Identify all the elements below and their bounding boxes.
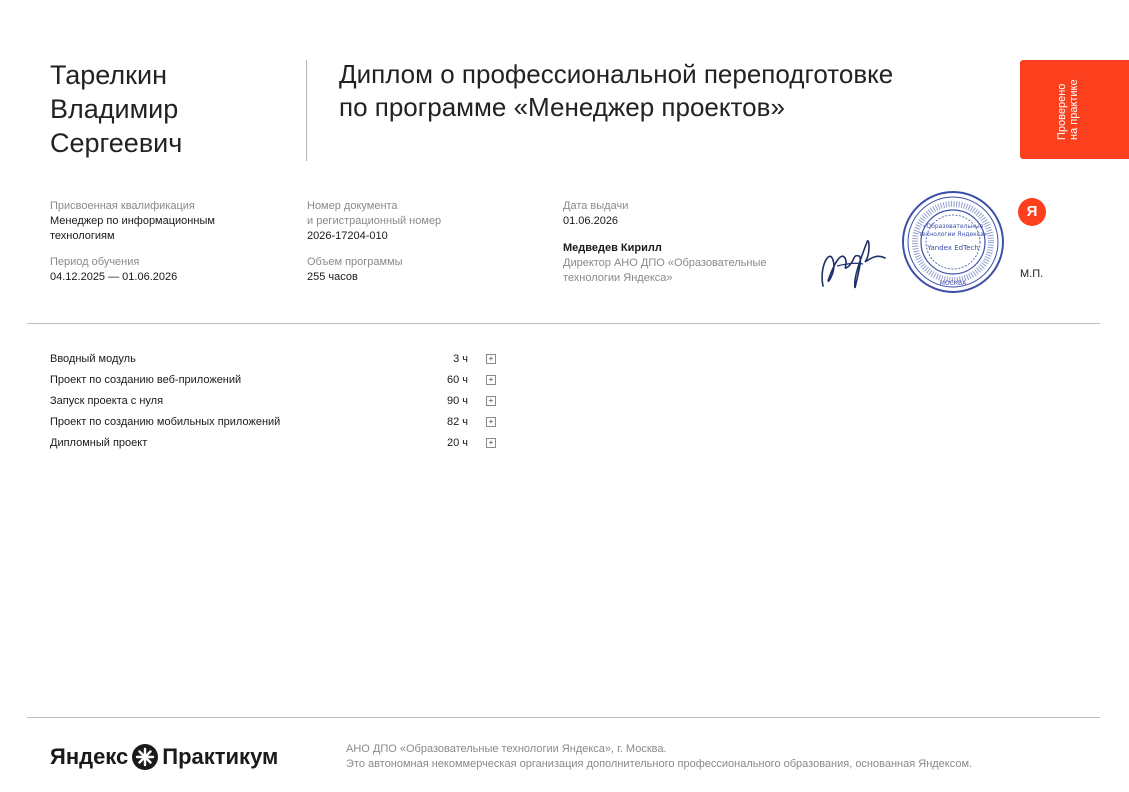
module-hours: 3 ч	[453, 353, 468, 365]
verified-badge	[1020, 60, 1129, 159]
module-name: Запуск проекта с нуля	[50, 395, 164, 407]
footer-description-line: Это автономная некоммерческая организация дополнительного профессионального образования, основанная Яндексом.	[346, 758, 973, 770]
verified-badge-line2: на практике	[1068, 79, 1080, 140]
diploma-title-line1: Диплом о профессиональной переподготовке	[339, 59, 894, 89]
issue-date-value: 01.06.2026	[563, 215, 619, 227]
verified-badge-text	[1056, 79, 1080, 140]
signatory-position-line1: Директор АНО ДПО «Образовательные	[563, 257, 767, 269]
stamp-center-line2: технологии Яндекса»	[918, 231, 988, 238]
stamp-center-line3: Yandex EdTech	[927, 244, 979, 252]
diploma-title-line2: по программе «Менеджер проектов»	[339, 92, 785, 122]
qualification-block	[50, 199, 215, 244]
module-hours: 20 ч	[446, 437, 468, 449]
module-name: Проект по созданию веб-приложений	[50, 374, 242, 386]
module-expand-icon[interactable]: +	[486, 354, 496, 364]
recipient-name	[50, 58, 182, 160]
section-divider-top	[27, 323, 1100, 324]
module-hours: 60 ч	[446, 374, 468, 386]
volume-value: 255 часов	[307, 271, 358, 283]
recipient-patronymic: Сергеевич	[50, 128, 183, 158]
recipient-surname: Тарелкин	[50, 60, 167, 90]
header-divider	[306, 60, 307, 161]
yandex-practicum-logo	[50, 744, 278, 770]
stamp-bottom-text: МОСКВА	[939, 280, 967, 287]
period-block	[50, 255, 177, 285]
signatory-position-line2: технологии Яндекса»	[563, 272, 673, 284]
period-value: 04.12.2025 — 01.06.2026	[50, 271, 178, 283]
module-name: Вводный модуль	[50, 353, 136, 365]
module-expand-icon[interactable]: +	[486, 396, 496, 406]
module-hours: 82 ч	[446, 416, 468, 428]
stamp-center-line1: «Образовательные	[922, 223, 984, 230]
signatory-name: Медведев Кирилл	[563, 242, 662, 254]
footer-org-line: АНО ДПО «Образовательные технологии Яндекса», г. Москва.	[346, 743, 667, 755]
module-expand-icon[interactable]: +	[486, 438, 496, 448]
logo-right-word: Практикум	[162, 744, 279, 769]
module-name: Проект по созданию мобильных приложений	[50, 416, 281, 428]
doc-number-value: 2026-17204-010	[307, 230, 388, 242]
issue-date-block	[563, 199, 628, 229]
volume-label: Объем программы	[307, 256, 403, 268]
signatory-block	[563, 241, 766, 286]
doc-number-label-line1: Номер документа	[307, 200, 398, 212]
recipient-first-name: Владимир	[50, 94, 179, 124]
issue-date-label: Дата выдачи	[563, 200, 629, 212]
qualification-value-line2: технологиям	[50, 230, 115, 242]
module-expand-icon[interactable]: +	[486, 417, 496, 427]
yandex-logo-icon: Я	[1018, 198, 1046, 226]
verified-badge-line1: Проверено	[1056, 83, 1068, 140]
volume-block	[307, 255, 403, 285]
doc-number-label-line2: и регистрационный номер	[307, 215, 442, 227]
module-expand-icon[interactable]: +	[486, 375, 496, 385]
practicum-star-icon	[132, 744, 158, 770]
signature-image	[815, 228, 890, 294]
period-label: Период обучения	[50, 256, 140, 268]
diploma-title	[339, 58, 893, 124]
qualification-label: Присвоенная квалификация	[50, 200, 195, 212]
qualification-value-line1: Менеджер по информационным	[50, 215, 215, 227]
module-hours: 90 ч	[446, 395, 468, 407]
stamp-seal	[900, 190, 1006, 294]
section-divider-bottom	[27, 717, 1100, 718]
module-name: Дипломный проект	[50, 437, 148, 449]
logo-left-word: Яндекс	[50, 744, 129, 769]
doc-number-block	[307, 199, 441, 244]
seal-place-mark: М.П.	[1020, 268, 1044, 280]
